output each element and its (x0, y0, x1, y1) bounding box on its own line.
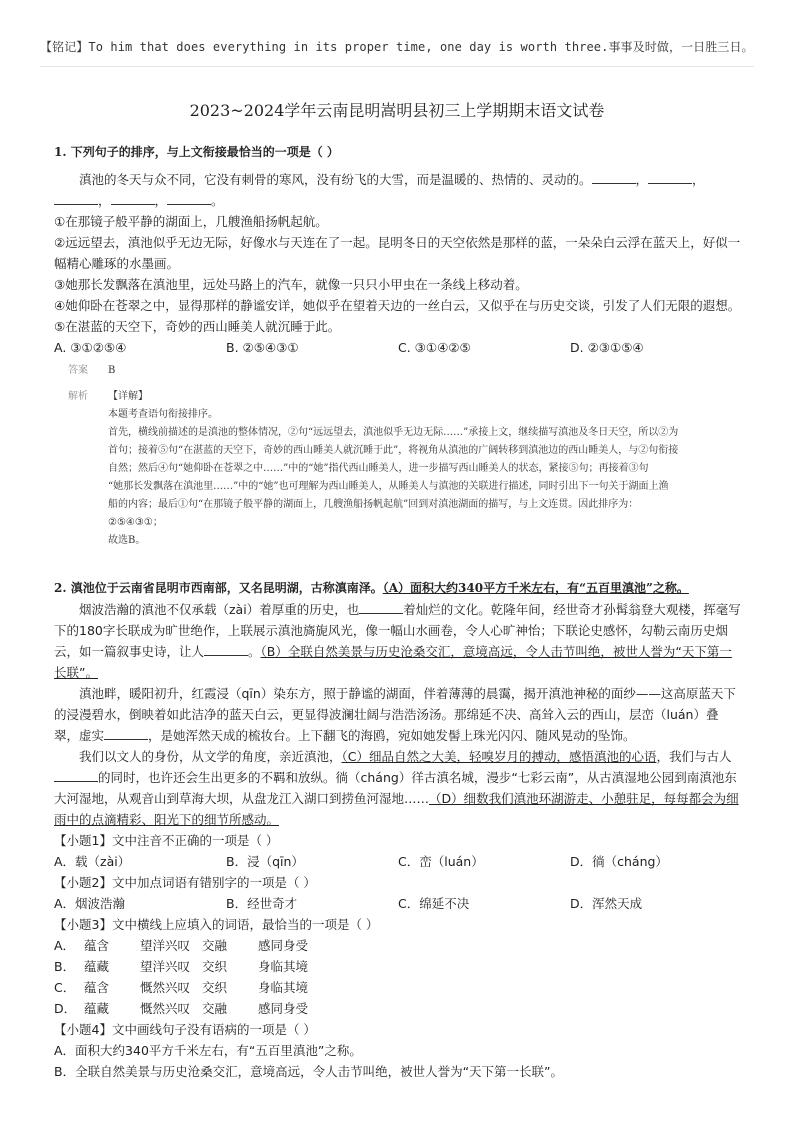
underlined-sentence-c: （C）细品自然之大美，轻嗅岁月的搏动，感悟滇池的心语 (341, 749, 657, 764)
option-word: 蕴含 (84, 980, 110, 995)
sub1-option-d[interactable]: D．徜（cháng） (570, 854, 668, 869)
option-word: 慨然兴叹 (140, 980, 191, 995)
answer-label: 答案 (68, 365, 88, 376)
exam-content (54, 142, 742, 1082)
q2-p2-text: 滇池畔，暖阳初升，红霞浸（qīn）染东方，照于静谧的湖面，伴着薄薄的晨霭，揭开滇池神秘的面纱——这高原蓝天下的浸漫碧水，倒映着如此洁净的蓝天白云，更显得波澜壮阔与浩浩汤汤。那绵延不决、高耸入云的西山，层峦（luán）叠翠，虚实 (54, 686, 736, 743)
sub2-stem: 【小题2】文中加点词语有错别字的一项是（ ） (54, 875, 316, 890)
analysis-line: 故选B。 (108, 535, 146, 546)
motto-header: 【铭记】To him that does everything in its proper time, one day is worth three.事事及时做，一日胜三日。 (40, 40, 754, 54)
q1-option-b[interactable]: B. ②⑤④③① (226, 340, 299, 355)
q2-p3-text: 的同时，也许还会生出更多的不羁和放纵。徜（cháng）徉古滇名城，漫步“七彩云南”，从古滇湿地公园到南滇池东大河湿地，从观音山到草海大坝，从盘龙江入湖口到捞鱼河湿地…… (54, 770, 737, 806)
analysis-line: 自然；然后④句“她仰卧在苍翠之中……”中的“她”指代西山睡美人，进一步描写西山睡美人的状态，紧接⑤句；再接着③句 (108, 463, 649, 474)
sub1-option-c[interactable]: C．峦（luán） (398, 854, 484, 869)
underlined-sentence-b: （B）全联自然美景与历史沧桑交汇，意境高远，令人击节叫绝，被世人誉为“天下第一长联”。 (54, 644, 732, 680)
q1-intro: 滇池的冬天与众不同，它没有刺骨的寒风，没有纷飞的大雪，而是温暖的、热情的、灵动的。 ， ，， ， 。 (54, 169, 742, 211)
option-letter: B． (54, 959, 76, 974)
blank (54, 769, 98, 782)
blank (648, 171, 692, 184)
sub3-option-b[interactable] (54, 956, 742, 977)
sub2-option-a[interactable]: A．烟波浩瀚 (54, 896, 126, 911)
page-title: 2023~2024学年云南昆明嵩明县初三上学期期末语文试卷 (189, 101, 605, 120)
q1-sentence-1: ①在那镜子般平静的湖面上，几艘渔船扬帆起航。 (54, 214, 328, 229)
q1-option-d[interactable]: D. ②③①⑤④ (570, 340, 644, 355)
option-letter: C． (54, 980, 76, 995)
q2-p1-text: 烟波浩瀚的滇池不仅承载（zài）着厚重的历史，也 (79, 602, 360, 617)
q1-analysis-block (68, 362, 742, 550)
option-word: 望洋兴叹 (140, 959, 191, 974)
q2-p1-text: 着灿烂的文化。乾隆年间，经世奇才孙髯翁登大观楼，挥毫写下的180字长联成为旷世绝作，上联展示滇池旖旎风光，像一幅山水画卷，令人心旷神怡；下联论史感怀，勾勒云南历史烟云，如一篇叙事史诗，让人 (54, 602, 741, 659)
analysis-line: 首先，横线前描述的是滇池的整体情况，②句“远远望去，滇池似乎无边无际……”承接上文，继续描写滇池及冬日天空，所以②为 (108, 427, 679, 438)
q1-sentence-2: ②远远望去，滇池似乎无边无际，好像水与天连在了一起。昆明冬日的天空依然是那样的蓝，一朵朵白云浮在蓝天上，好似一幅精心雕琢的水墨画。 (54, 235, 741, 271)
option-word: 感同身受 (258, 1001, 309, 1016)
option-word: 慨然兴叹 (140, 1001, 191, 1016)
option-word: 感同身受 (258, 938, 309, 953)
sub1-option-a[interactable]: A．载（zài） (54, 854, 131, 869)
option-letter: D． (54, 1001, 77, 1016)
option-word: 身临其境 (258, 959, 309, 974)
q2-paragraph-2 (54, 683, 742, 746)
sub1-stem: 【小题1】文中注音不正确的一项是（ ） (54, 833, 279, 848)
q1-sentence-5: ⑤在湛蓝的天空下，奇妙的西山睡美人就沉睡于此。 (54, 319, 341, 334)
q1-options (54, 337, 742, 358)
blank (111, 192, 155, 205)
option-word: 蕴藏 (84, 1001, 110, 1016)
q1-sentence-4: ④她仰卧在苍翠之中，显得那样的静谧安详，她似乎在望着天边的一丝白云，又似乎在与历史交谈，引发了人们无限的遐想。 (54, 298, 741, 313)
blank (204, 643, 248, 656)
option-word: 蕴藏 (84, 959, 110, 974)
blank (167, 192, 211, 205)
sub4-stem: 【小题4】文中画线句子没有语病的一项是（ ） (54, 1022, 316, 1037)
option-word: 交织 (202, 980, 228, 995)
sub3-option-c[interactable] (54, 977, 742, 998)
sub2-option-d[interactable]: D．浑然天成 (570, 896, 643, 911)
answer-value: B (108, 365, 116, 376)
q2-stem-text: 2. 滇池位于云南省昆明市西南部，又名昆明湖，古称滇南泽。 (54, 581, 383, 595)
blank (592, 171, 636, 184)
blank (104, 727, 148, 740)
analysis-label: 解析 (68, 391, 88, 402)
q2-paragraph-1 (54, 599, 742, 683)
q2-p2-text: ，是她浑然天成的梳妆台。上下翻飞的海鸥，宛如她发髻上珠光闪闪、随风晃动的坠饰。 (148, 728, 636, 743)
q1-option-c[interactable]: C. ③①④②⑤ (398, 340, 471, 355)
sub1-options (54, 851, 742, 872)
option-word: 交织 (202, 959, 228, 974)
header-divider (40, 66, 754, 67)
q2-p3-text: ，我们与古人 (656, 749, 732, 764)
q1-stem: 1. 下列句子的排序，与上文衔接最恰当的一项是（ ） (54, 145, 339, 159)
blank (54, 192, 98, 205)
sub3-option-a[interactable] (54, 935, 742, 956)
sub2-option-c[interactable]: C．绵延不决 (398, 896, 470, 911)
analysis-line: 本题考查语句衔接排序。 (108, 409, 218, 420)
option-word: 交融 (202, 1001, 228, 1016)
sub1-option-b[interactable]: B．浸（qīn） (226, 854, 304, 869)
option-word: 望洋兴叹 (140, 938, 191, 953)
blank (359, 601, 403, 614)
analysis-line: ②⑤④③①； (108, 517, 163, 528)
analysis-line: “她那长发飘落在滇池里……”中的“她”也可理解为西山睡美人，从睡美人与滇池的关联进行描述，同时引出下一句关于湖面上渔 (108, 481, 669, 492)
underlined-sentence-d: （D）细数我们滇池环湖游走、小憩驻足，每每都会为细雨中的点滴精彩、阳光下的细节所感动。 (54, 791, 739, 827)
q1-intro-text: 滇池的冬天与众不同，它没有刺骨的寒风，没有纷飞的大雪，而是温暖的、热情的、灵动的。 (79, 172, 592, 187)
q2-paragraph-3 (54, 746, 742, 830)
option-word: 身临其境 (258, 980, 309, 995)
q2-stem (54, 578, 742, 599)
analysis-line: 船的内容；最后①句“在那镜子般平静的湖面上，几艘渔船扬帆起航”回到对滇池湖面的描写，与上文连贯。因此排序为： (108, 499, 639, 510)
sub2-option-b[interactable]: B．经世奇才 (226, 896, 298, 911)
option-letter: A． (54, 938, 76, 953)
analysis-title: 【详解】 (108, 391, 148, 402)
sub4-option-a[interactable]: A．面积大约340平方千米左右，有“五百里滇池”之称。 (54, 1043, 362, 1058)
q1-sentence-3: ③她那长发飘落在滇池里，远处马路上的汽车，就像一只只小甲虫在一条线上移动着。 (54, 277, 528, 292)
q2-p1-text: 。 (248, 644, 261, 659)
analysis-line: 首句；接着⑤句“在湛蓝的天空下，奇妙的西山睡美人就沉睡于此”，将视角从滇池的广阔转移到滇池边的西山睡美人，与②句衔接 (108, 445, 679, 456)
sub3-stem: 【小题3】文中横线上应填入的词语，最恰当的一项是（ ） (54, 917, 379, 932)
q2-p3-text: 我们以文人的身份，从文学的角度，亲近滇池， (79, 749, 342, 764)
underlined-sentence-a: （A）面积大约340平方千米左右，有“五百里滇池”之称。 (382, 581, 689, 595)
q1-option-a[interactable]: A. ③①②⑤④ (54, 340, 127, 355)
option-word: 蕴含 (84, 938, 110, 953)
sub4-option-b[interactable]: B．全联自然美景与历史沧桑交汇，意境高远，令人击节叫绝，被世人誉为“天下第一长联”。 (54, 1064, 564, 1079)
option-word: 交融 (202, 938, 228, 953)
sub2-options (54, 893, 742, 914)
sub3-option-d[interactable] (54, 998, 742, 1019)
